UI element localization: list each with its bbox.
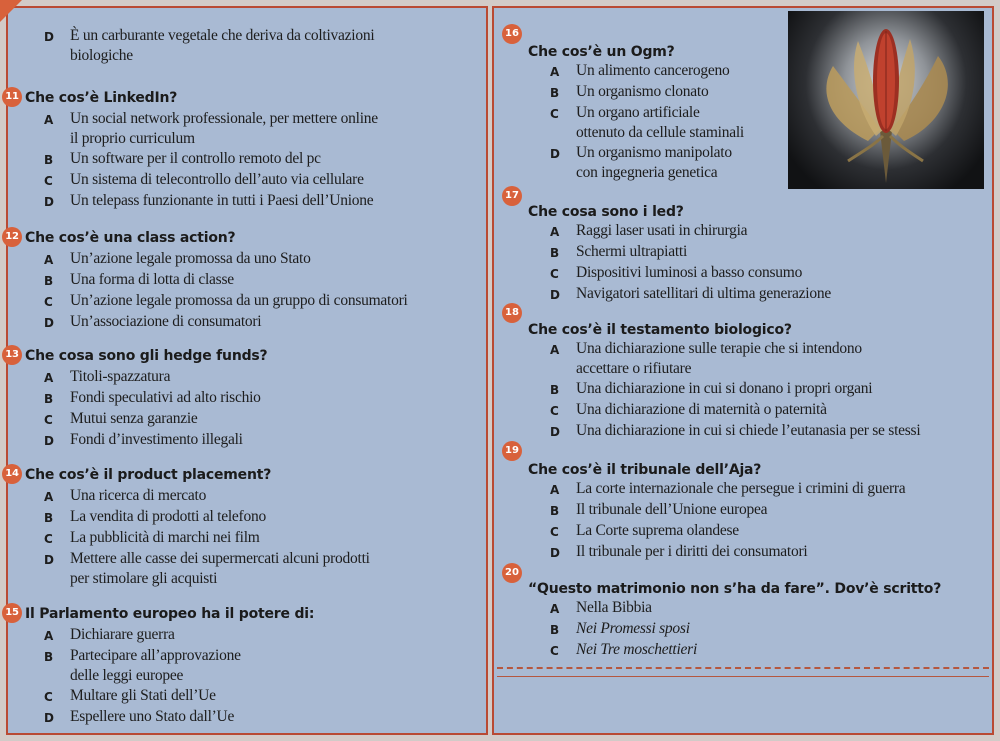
question-title: Che cosa sono i led? (528, 204, 684, 220)
question-14 (2, 465, 370, 589)
option: A Un’azione legale promossa da uno Stato (44, 250, 311, 267)
option-letter: D (44, 30, 54, 44)
option: D Una dichiarazione in cui si chiede l’eutanasia per se stessi (550, 422, 921, 439)
option: A Raggi laser usati in chirurgia (550, 222, 748, 239)
option: D Un organismo manipolato con ingegneria genetica (550, 144, 732, 181)
option: A Nella Bibbia (550, 599, 652, 616)
option: A La corte internazionale che persegue i crimini di guerra (550, 480, 906, 497)
question-13 (2, 346, 267, 451)
question-title: Che cos’è il tribunale dell’Aja? (528, 462, 762, 478)
option: A Un social network professionale, per mettere online il proprio curriculum (44, 110, 378, 147)
option: D Un telepass funzionante in tutti i Paesi dell’Unione (44, 192, 374, 209)
option: B Nei Promessi sposi (550, 620, 690, 637)
question-number-20: 20 (502, 563, 522, 583)
question-number: 13 (2, 345, 22, 365)
option: A Titoli-spazzatura (44, 368, 171, 385)
options-list (550, 339, 920, 442)
options-list (550, 221, 831, 305)
option: D Il tribunale per i diritti dei consumatori (550, 543, 808, 560)
solid-divider (497, 676, 989, 677)
options-list (44, 367, 267, 451)
option: D Espellere uno Stato dall’Ue (44, 708, 235, 725)
corn-illustration (788, 11, 984, 189)
question-15 (2, 604, 314, 728)
option: B Partecipare all’approvazione delle leggi europee (44, 647, 241, 684)
option: C La pubblicità di marchi nei film (44, 529, 260, 546)
question-number: 11 (2, 87, 22, 107)
option: C Dispositivi luminosi a basso consumo (550, 264, 803, 281)
corn-photo (788, 11, 984, 189)
option: C Un sistema di telecontrollo dell’auto via cellulare (44, 171, 364, 188)
option: A Una ricerca di mercato (44, 487, 207, 504)
option: B Una dichiarazione in cui si donano i propri organi (550, 380, 873, 397)
options-list (550, 61, 744, 183)
question-number: 12 (2, 227, 22, 247)
option: A Una dichiarazione sulle terapie che si intendono accettare o rifiutare (550, 340, 862, 377)
options-list (44, 109, 378, 212)
question-number-19: 19 (502, 441, 522, 461)
question-title: 12 Che cos’è una class action? (2, 228, 408, 248)
question-title: “Questo matrimonio non s’ha da fare”. Dov’è scritto? (528, 581, 942, 597)
options-list (44, 625, 314, 728)
question-18 (528, 322, 920, 442)
question-19 (528, 462, 905, 563)
option: C La Corte suprema olandese (550, 522, 739, 539)
option: B Il tribunale dell’Unione europea (550, 501, 768, 518)
option: D Mettere alle casse dei supermercati alcuni prodotti per stimolare gli acquisti (44, 550, 370, 587)
question-number-17: 17 (502, 186, 522, 206)
option: D Fondi d’investimento illegali (44, 431, 243, 448)
option: C Una dichiarazione di maternità o paternità (550, 401, 827, 418)
option: A Dichiarare guerra (44, 626, 175, 643)
question-17 (528, 204, 831, 305)
option-text: È un carburante vegetale che deriva da coltivazioni biologiche (70, 27, 375, 64)
option: C Nei Tre moschettieri (550, 641, 697, 658)
question-title: 14 Che cos’è il product placement? (2, 465, 370, 485)
question-12 (2, 228, 408, 333)
option: C Un organo artificiale ottenuto da cellule staminali (550, 104, 744, 141)
option: C Mutui senza garanzie (44, 410, 198, 427)
option (44, 26, 374, 66)
option: B Fondi speculativi ad alto rischio (44, 389, 261, 406)
options-list (44, 486, 370, 589)
question-16 (528, 44, 744, 183)
option: B Schermi ultrapiatti (550, 243, 688, 260)
option: D Navigatori satellitari di ultima generazione (550, 285, 831, 302)
option: B Un organismo clonato (550, 83, 709, 100)
question-number-18: 18 (502, 303, 522, 323)
question-number: 15 (2, 603, 22, 623)
question-number-16: 16 (502, 24, 522, 44)
question-title: 11 Che cos’è LinkedIn? (2, 88, 378, 108)
question-title: Che cos’è un Ogm? (528, 44, 675, 60)
options-list (550, 598, 941, 661)
question-title: Che cos’è il testamento biologico? (528, 322, 792, 338)
question-title: 13 Che cosa sono gli hedge funds? (2, 346, 267, 366)
options-list (44, 249, 408, 333)
intro-option (44, 26, 374, 66)
option: C Un’azione legale promossa da un gruppo di consumatori (44, 292, 408, 309)
options-list (550, 479, 905, 563)
question-11 (2, 88, 378, 212)
option: B Un software per il controllo remoto del pc (44, 150, 321, 167)
question-20 (528, 581, 941, 661)
option: C Multare gli Stati dell’Ue (44, 687, 216, 704)
option: D Un’associazione di consumatori (44, 313, 262, 330)
corner-triangle (0, 0, 22, 22)
option: A Un alimento cancerogeno (550, 62, 730, 79)
dashed-divider (497, 667, 989, 669)
option: B Una forma di lotta di classe (44, 271, 234, 288)
option: B La vendita di prodotti al telefono (44, 508, 266, 525)
question-title: 15 Il Parlamento europeo ha il potere di: (2, 604, 314, 624)
question-number: 14 (2, 464, 22, 484)
